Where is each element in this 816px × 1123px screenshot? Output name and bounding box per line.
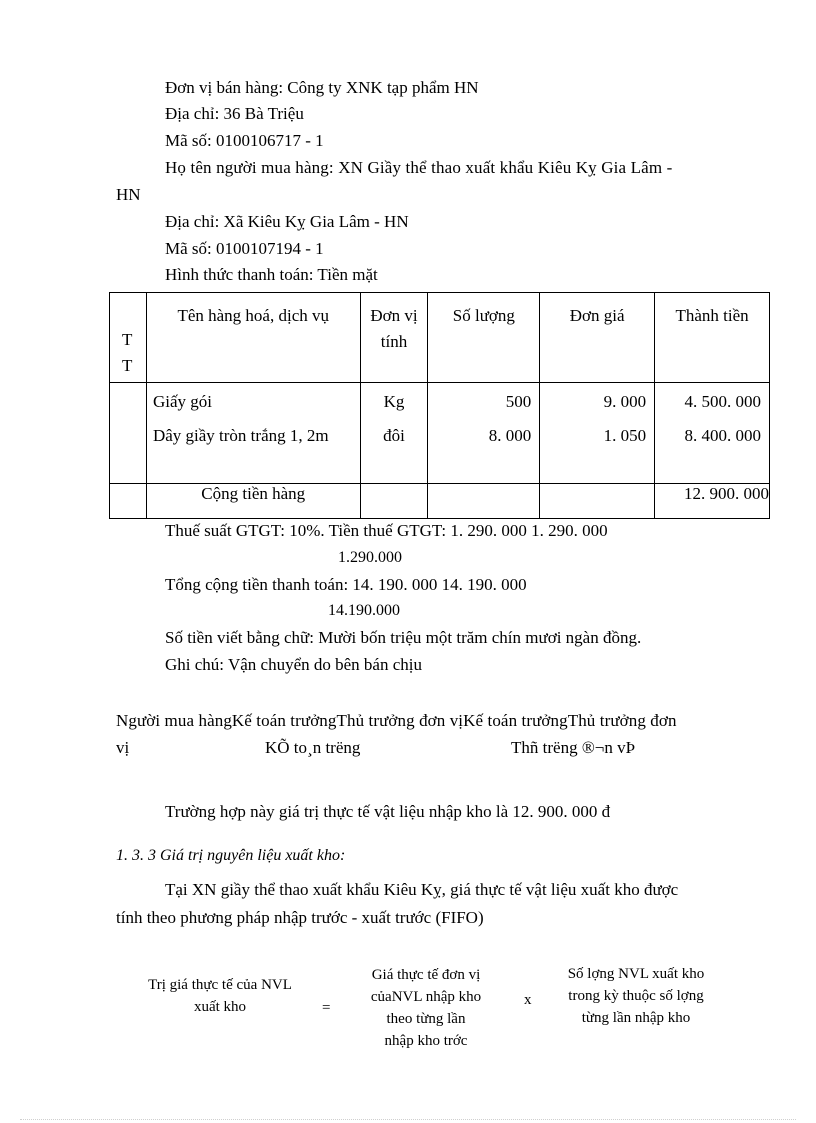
table-total-row (110, 484, 770, 519)
signature-titles: Người mua hàngKế toán trưởngThủ trưởng đơn vịKế toán trưởngThủ trưởng đơn (116, 711, 677, 730)
signature-head-unit: Thñ trëng ®¬n vÞ (511, 738, 636, 757)
seller-address: Địa chỉ: 36 Bà Triệu (165, 104, 304, 123)
formula-middle: Giá thực tế đơn vị củaNVL nhập kho theo từng lần nhập kho trớc (370, 967, 482, 1049)
item-qty: 8. 000 (488, 426, 532, 445)
seller-name: Đơn vị bán hàng: Công ty XNK tạp phẩm HN (165, 78, 479, 97)
item-price: 9. 000 (603, 392, 647, 411)
items-qty (428, 383, 540, 484)
item-qty: 500 (505, 392, 532, 411)
items-unit (360, 383, 428, 484)
grand-total-value: 14.190.000 (328, 602, 400, 619)
header-qty: Số lượng (428, 293, 540, 383)
item-unit: đôi (383, 426, 405, 445)
items-tt (110, 383, 147, 484)
payment-method: Hình thức thanh toán: Tiền mặt (165, 265, 378, 284)
formula-left: Trị giá thực tế của NVL xuất kho (148, 977, 292, 1015)
item-amount: 8. 400. 000 (684, 426, 761, 445)
table-header-row (110, 293, 770, 383)
buyer-name-cont: HN (116, 185, 141, 204)
table-items-row (110, 383, 770, 484)
header-unit: Đơn vị tính (360, 293, 428, 383)
item-price: 1. 050 (603, 426, 647, 445)
paragraph-line-1: Tại XN giầy thể thao xuất khẩu Kiêu Kỵ, giá thực tế vật liệu xuất kho được (165, 880, 679, 899)
case-text: Trường hợp này giá trị thực tế vật liệu nhập kho là 12. 900. 000 đ (165, 802, 611, 821)
item-unit: Kg (383, 392, 405, 411)
total-amount: 12. 900. 000 (655, 484, 770, 519)
header-price: Đơn giá (540, 293, 655, 383)
header-amount: Thành tiền (655, 293, 770, 383)
items-amount (655, 383, 770, 484)
seller-tax-code: Mã số: 0100106717 - 1 (165, 131, 324, 150)
item-amount: 4. 500. 000 (684, 392, 761, 411)
formula-right: Số lợng NVL xuất kho trong kỳ thuộc số lợng từng lần nhập kho (567, 966, 705, 1026)
buyer-address: Địa chỉ: Xã Kiêu Kỵ Gia Lâm - HN (165, 212, 409, 231)
invoice-table (109, 292, 770, 519)
total-label: Cộng tiền hàng (146, 484, 360, 519)
items-price (540, 383, 655, 484)
formula-equals: = (322, 1000, 331, 1016)
section-title: 1. 3. 3 Giá trị nguyên liệu xuất kho: (116, 847, 346, 864)
formula-times: x (524, 992, 532, 1008)
buyer-tax-code: Mã số: 0100107194 - 1 (165, 239, 324, 258)
signature-cont: vị (116, 738, 130, 757)
item-name: Dây giầy tròn trắng 1, 2m (152, 426, 329, 445)
note: Ghi chú: Vận chuyển do bên bán chịu (165, 655, 422, 674)
item-name: Giấy gói (152, 392, 212, 411)
vat-value: 1.290.000 (338, 549, 402, 566)
paragraph-line-2: tính theo phương pháp nhập trước - xuất trước (FIFO) (116, 908, 484, 927)
amount-in-words: Số tiền viết bằng chữ: Mười bốn triệu một trăm chín mươi ngàn đồng. (165, 628, 642, 647)
buyer-name: Họ tên người mua hàng: XN Giầy thể thao xuất khẩu Kiêu Kỵ Gia Lâm - (165, 158, 673, 177)
grand-total-line: Tổng cộng tiền thanh toán: 14. 190. 000 14. 190. 000 (165, 575, 527, 594)
page-footer-divider (20, 1119, 796, 1120)
header-name: Tên hàng hoá, dịch vụ (146, 293, 360, 383)
signature-chief-accountant: KÕ to¸n trëng (265, 738, 361, 757)
header-tt: T T (110, 293, 147, 383)
vat-line: Thuế suất GTGT: 10%. Tiền thuế GTGT: 1. 290. 000 1. 290. 000 (165, 521, 608, 540)
items-name (146, 383, 360, 484)
